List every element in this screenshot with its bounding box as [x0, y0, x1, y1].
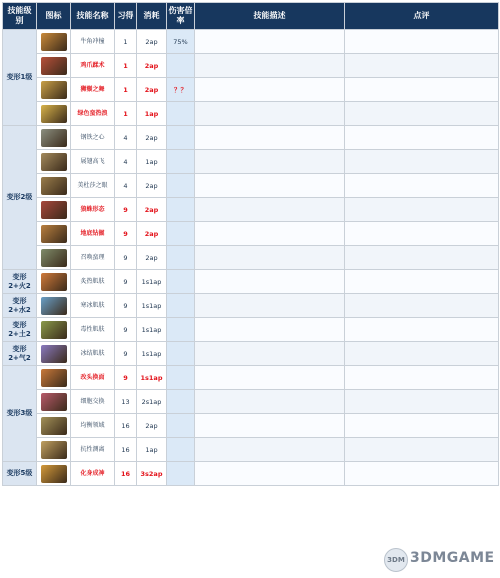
skill-icon-cell [37, 342, 71, 366]
skill-review [345, 390, 499, 414]
skill-learn-level: 9 [115, 366, 137, 390]
skill-icon-cell [37, 414, 71, 438]
skill-name: 钢铁之心 [71, 126, 115, 150]
skill-damage-multiplier [167, 342, 195, 366]
skill-icon-cell [37, 318, 71, 342]
skill-cost: 1ap [137, 438, 167, 462]
skill-icon [41, 441, 67, 459]
skill-icon [41, 249, 67, 267]
header-description: 技能描述 [195, 3, 345, 30]
skill-cost: 2ap [137, 126, 167, 150]
skill-learn-level: 9 [115, 270, 137, 294]
table-row [3, 366, 499, 390]
skill-review [345, 414, 499, 438]
skill-cost: 2ap [137, 78, 167, 102]
skill-cost: 2ap [137, 222, 167, 246]
skill-description [195, 198, 345, 222]
skill-damage-multiplier [167, 270, 195, 294]
skill-description [195, 102, 345, 126]
skill-name: 鸡爪蹂术 [71, 54, 115, 78]
skill-description [195, 246, 345, 270]
header-review: 点评 [345, 3, 499, 30]
skill-name: 细胞交换 [71, 390, 115, 414]
skill-icon [41, 81, 67, 99]
skill-damage-multiplier [167, 318, 195, 342]
skill-review [345, 318, 499, 342]
table-row [3, 126, 499, 150]
skill-review [345, 342, 499, 366]
skill-name: 狼蛛形态 [71, 198, 115, 222]
watermark-text: 3DMGAME [410, 550, 495, 566]
skill-tier-label: 变形2+气2 [3, 342, 37, 366]
skill-review [345, 126, 499, 150]
skill-learn-level: 9 [115, 246, 137, 270]
skill-tier-label: 变形2+土2 [3, 318, 37, 342]
skill-icon [41, 465, 67, 483]
skill-review [345, 54, 499, 78]
skill-name: 毒性肌肤 [71, 318, 115, 342]
table-row [3, 222, 499, 246]
skill-cost: 1ap [137, 102, 167, 126]
skill-review [345, 78, 499, 102]
skill-learn-level: 4 [115, 126, 137, 150]
skill-description [195, 222, 345, 246]
skill-icon [41, 177, 67, 195]
table-row [3, 150, 499, 174]
skill-cost: 2ap [137, 174, 167, 198]
table-row [3, 270, 499, 294]
skill-icon-cell [37, 246, 71, 270]
skill-icon-cell [37, 270, 71, 294]
skill-description [195, 462, 345, 486]
skill-learn-level: 16 [115, 438, 137, 462]
skill-review [345, 270, 499, 294]
skill-icon-cell [37, 102, 71, 126]
skill-icon [41, 129, 67, 147]
skill-learn-level: 1 [115, 54, 137, 78]
skill-name: 展翅高飞 [71, 150, 115, 174]
skill-name: 狮鬃之舞 [71, 78, 115, 102]
skill-damage-multiplier [167, 294, 195, 318]
skill-review [345, 150, 499, 174]
header-name: 技能名称 [71, 3, 115, 30]
skill-damage-multiplier [167, 198, 195, 222]
skill-icon [41, 273, 67, 291]
skill-icon [41, 417, 67, 435]
skill-damage-multiplier [167, 222, 195, 246]
table-row [3, 414, 499, 438]
table-row [3, 174, 499, 198]
skill-tier-label: 变形1级 [3, 30, 37, 126]
skill-icon [41, 393, 67, 411]
skill-name: 均衡领域 [71, 414, 115, 438]
skill-damage-multiplier [167, 414, 195, 438]
skill-damage-multiplier [167, 54, 195, 78]
skill-review [345, 222, 499, 246]
header-multiplier: 伤害倍率 [167, 3, 195, 30]
skill-damage-multiplier [167, 366, 195, 390]
skill-icon-cell [37, 54, 71, 78]
skill-description [195, 270, 345, 294]
skill-cost: 1s1ap [137, 366, 167, 390]
skill-review [345, 462, 499, 486]
skill-cost: 1s1ap [137, 318, 167, 342]
skill-review [345, 294, 499, 318]
skill-icon-cell [37, 126, 71, 150]
skill-damage-multiplier [167, 438, 195, 462]
skill-icon-cell [37, 462, 71, 486]
skill-icon [41, 321, 67, 339]
skill-name: 地底钻掘 [71, 222, 115, 246]
table-row [3, 318, 499, 342]
skill-description [195, 366, 345, 390]
skill-review [345, 198, 499, 222]
watermark [384, 546, 494, 572]
skill-icon-cell [37, 222, 71, 246]
table-row [3, 294, 499, 318]
skill-icon [41, 225, 67, 243]
skill-damage-multiplier [167, 462, 195, 486]
skill-learn-level: 9 [115, 198, 137, 222]
skill-icon-cell [37, 294, 71, 318]
skill-description [195, 150, 345, 174]
skill-name: 化身成神 [71, 462, 115, 486]
skill-damage-multiplier [167, 150, 195, 174]
skill-damage-multiplier: 75% [167, 30, 195, 54]
skill-icon-cell [37, 150, 71, 174]
skill-damage-multiplier [167, 126, 195, 150]
skill-icon-cell [37, 366, 71, 390]
skill-learn-level: 4 [115, 174, 137, 198]
skill-review [345, 366, 499, 390]
skill-learn-level: 1 [115, 78, 137, 102]
skill-description [195, 54, 345, 78]
skill-tier-label: 变形3级 [3, 366, 37, 462]
skill-description [195, 30, 345, 54]
skill-icon [41, 297, 67, 315]
skill-description [195, 342, 345, 366]
skill-review [345, 438, 499, 462]
skill-learn-level: 9 [115, 294, 137, 318]
skill-icon-cell [37, 30, 71, 54]
skill-cost: 2ap [137, 30, 167, 54]
skill-review [345, 102, 499, 126]
table-row [3, 342, 499, 366]
skill-icon [41, 153, 67, 171]
header-tier: 技能级别 [3, 3, 37, 30]
skill-damage-multiplier [167, 102, 195, 126]
skill-cost: 1s1ap [137, 342, 167, 366]
skill-icon [41, 105, 67, 123]
skill-icon [41, 345, 67, 363]
table-row [3, 78, 499, 102]
skill-icon-cell [37, 78, 71, 102]
table-row [3, 246, 499, 270]
skill-table [2, 2, 499, 486]
skill-description [195, 318, 345, 342]
table-row [3, 462, 499, 486]
skill-name: 抗性测离 [71, 438, 115, 462]
skill-learn-level: 16 [115, 462, 137, 486]
skill-learn-level: 1 [115, 102, 137, 126]
skill-cost: 1s1ap [137, 270, 167, 294]
skill-description [195, 414, 345, 438]
table-row [3, 30, 499, 54]
skill-name: 炙热肌肤 [71, 270, 115, 294]
skill-damage-multiplier: ？？ [167, 78, 195, 102]
skill-review [345, 174, 499, 198]
skill-cost: 1s1ap [137, 294, 167, 318]
skill-icon [41, 201, 67, 219]
table-header-row [3, 3, 499, 30]
skill-icon [41, 33, 67, 51]
skill-table-panel [2, 2, 498, 486]
skill-icon-cell [37, 174, 71, 198]
skill-review [345, 30, 499, 54]
skill-learn-level: 9 [115, 318, 137, 342]
skill-learn-level: 13 [115, 390, 137, 414]
header-icon: 图标 [37, 3, 71, 30]
skill-description [195, 390, 345, 414]
header-learn: 习得 [115, 3, 137, 30]
skill-cost: 1ap [137, 150, 167, 174]
skill-learn-level: 1 [115, 30, 137, 54]
skill-icon-cell [37, 198, 71, 222]
skill-name: 冰结肌肤 [71, 342, 115, 366]
skill-learn-level: 4 [115, 150, 137, 174]
skill-description [195, 174, 345, 198]
skill-tier-label: 变形2+火2 [3, 270, 37, 294]
skill-tier-label: 变形5级 [3, 462, 37, 486]
skill-icon-cell [37, 390, 71, 414]
skill-cost: 2ap [137, 54, 167, 78]
skill-tier-label: 变形2+水2 [3, 294, 37, 318]
skill-cost: 2ap [137, 414, 167, 438]
skill-damage-multiplier [167, 174, 195, 198]
skill-review [345, 246, 499, 270]
skill-description [195, 438, 345, 462]
skill-description [195, 126, 345, 150]
skill-damage-multiplier [167, 246, 195, 270]
skill-cost: 2ap [137, 246, 167, 270]
skill-description [195, 78, 345, 102]
skill-name: 美杜莎之眼 [71, 174, 115, 198]
skill-name: 牛角冲撞 [71, 30, 115, 54]
skill-learn-level: 16 [115, 414, 137, 438]
skill-icon [41, 57, 67, 75]
table-row [3, 54, 499, 78]
skill-cost: 3s2ap [137, 462, 167, 486]
skill-tier-label: 变形2级 [3, 126, 37, 270]
skill-learn-level: 9 [115, 222, 137, 246]
table-row [3, 390, 499, 414]
skill-learn-level: 9 [115, 342, 137, 366]
skill-name: 寒冰肌肤 [71, 294, 115, 318]
table-row [3, 198, 499, 222]
skill-name: 改头换面 [71, 366, 115, 390]
skill-icon-cell [37, 438, 71, 462]
skill-description [195, 294, 345, 318]
skill-cost: 2ap [137, 198, 167, 222]
table-row [3, 102, 499, 126]
watermark-logo-icon: 3DM [384, 548, 408, 572]
table-row [3, 438, 499, 462]
skill-damage-multiplier [167, 390, 195, 414]
header-cost: 消耗 [137, 3, 167, 30]
skill-icon [41, 369, 67, 387]
skill-name: 召唤蛮理 [71, 246, 115, 270]
skill-cost: 2s1ap [137, 390, 167, 414]
skill-name: 绿色蛮热浪 [71, 102, 115, 126]
